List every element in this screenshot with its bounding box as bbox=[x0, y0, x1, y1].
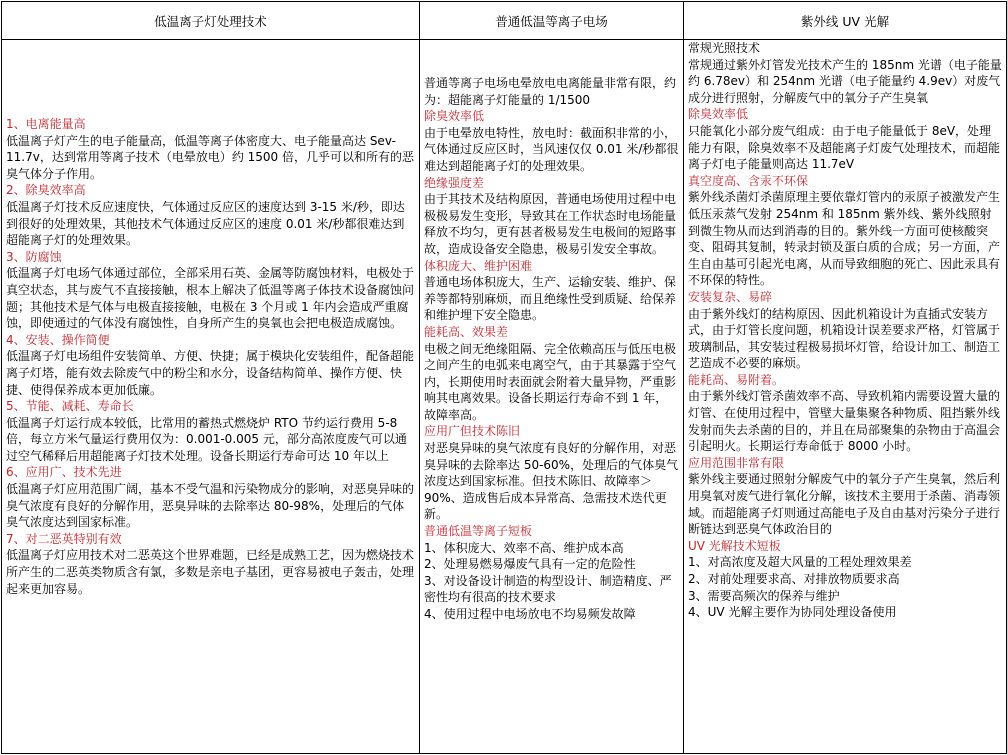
paragraph: 由于电晕放电特性，放电时：截面积非常的小，气体通过反应区时，当风速仅仅 0.01 米/秒都很难达到超能离子灯的处理效果。 bbox=[424, 125, 679, 173]
column-low-temp-ion-lamp bbox=[2, 40, 420, 754]
paragraph: 低温离子灯技术反应速度快，气体通过反应区的速度达到 3-15 米/秒，即达到很好的处理效果，其他技术气体通过反应区的速度 0.01 米/秒都很难达到超能离子灯的处理效果。 bbox=[6, 199, 405, 248]
section-heading: 应用广但技术陈旧 bbox=[424, 424, 521, 439]
column-uv-photolysis bbox=[684, 40, 1007, 754]
paragraph: 由于紫外线灯的结构原因、因此机箱设计为直插式安装方式，由于灯管长度问题，机箱设计误差要求严格，灯管属于玻璃制品，其安装过程极易损坏灯管，给设计加工、制造工艺造成不必要的麻烦。 bbox=[688, 306, 1001, 371]
column-content bbox=[688, 40, 1002, 621]
paragraph: 常规通过紫外灯管发光技术产生的 185nm 光谱（电子能量约 6.78ev）和 254nm 光谱（电子能量约 4.9ev）对废气成分进行照射，分解废气中的氧分子产生臭氧 bbox=[688, 57, 1002, 105]
section-heading: 除臭效率低 bbox=[424, 109, 485, 124]
paragraph: 普通等离子电场电晕放电电离能量非常有限，约为：超能离子灯能量的 1/1500 bbox=[424, 76, 677, 107]
section-heading: 能耗高、易附着。 bbox=[688, 372, 785, 387]
section-heading: 能耗高、效果差 bbox=[424, 324, 509, 339]
section-heading: 5、节能、减耗、寿命长 bbox=[6, 399, 134, 414]
section-heading: 6、应用广、技术先进 bbox=[6, 465, 122, 480]
paragraph: 2、处理易燃易爆废气具有一定的危险性 bbox=[424, 557, 636, 572]
column-ordinary-plasma-field bbox=[420, 40, 684, 754]
paragraph: 4、UV 光解主要作为协同处理设备使用 bbox=[688, 605, 897, 620]
paragraph: 普通电场体积庞大，生产、运输安装、维护、保养等都特别麻烦，而且绝缘性受到质疑、给保养和维护埋下安全隐患。 bbox=[424, 275, 677, 323]
column-content bbox=[6, 116, 415, 597]
content-row bbox=[2, 40, 1007, 754]
section-heading: 普通低温等离子短板 bbox=[424, 524, 533, 539]
paragraph: 3、需要高频次的保养与维护 bbox=[688, 588, 840, 603]
header-ordinary-plasma-field: 普通低温等离子电场 bbox=[420, 2, 684, 40]
header-low-temp-ion-lamp: 低温离子灯处理技术 bbox=[2, 2, 420, 40]
paragraph: 低温离子灯产生的电子能量高，低温等离子体密度大、电子能量高达 Sev-11.7v，达到常用等离子技术（电晕放电）约 1500 倍，几乎可以和所有的恶臭气体分子作用。 bbox=[6, 133, 414, 181]
paragraph: 低温离子灯应用技术对二恶英这个世界难题，已经是成熟工艺，因为燃烧技术所产生的二恶英类物质含有氯，多数是亲电子基团，更容易被电子轰击，处理起来更加容易。 bbox=[6, 548, 415, 596]
paragraph: 低温离子灯电场组件安装简单、方便、快捷；属于模块化安装组件，配备超能离子灯塔，能有效去除废气中的粉尘和水分，设备结构简单、操作方便、快捷、使得保养成本更加低廉。 bbox=[6, 349, 415, 397]
section-heading: 2、除臭效率高 bbox=[6, 183, 86, 198]
section-heading: 7、对二恶英特别有效 bbox=[6, 531, 122, 546]
section-heading: 安装复杂、易碎 bbox=[688, 289, 773, 304]
section-heading: 1、电离能量高 bbox=[6, 117, 86, 131]
paragraph: 只能氧化小部分废气组成：由于电子能量低于 8eV，处理能力有限，除臭效率不及超能离子灯废气处理技术，而超能离子灯电子能量则高达 11.7eV bbox=[688, 123, 1001, 172]
header-uv-photolysis: 紫外线 UV 光解 bbox=[684, 2, 1007, 40]
paragraph: 1、体积庞大、效率不高、维护成本高 bbox=[424, 540, 624, 555]
paragraph: 2、对前处理要求高、对排放物质要求高 bbox=[688, 572, 900, 586]
header-row bbox=[2, 2, 1007, 40]
column-content bbox=[424, 75, 679, 623]
section-heading: 体积庞大、维护困难 bbox=[424, 258, 533, 273]
paragraph: 1、对高浓度及超大风量的工程处理效果差 bbox=[688, 555, 912, 570]
paragraph: 电极之间无绝缘阻隔、完全依赖高压与低压电极之间产生的电弧来电离空气，由于其暴露于空气内，长期使用时表面就会附着大量异物，严重影响其电离效果。设备长期运行寿命不到 1 年，故障率高。 bbox=[424, 341, 677, 422]
paragraph: 紫外线杀菌灯杀菌原理主要依靠灯管内的汞原子被激发产生低压汞蒸气发射 254nm 和 185nm 紫外线、紫外线照射到微生物从而达到消毒的目的。紫外线一方面可使核酸突变、阻碍其复制，转录封锁及蛋白质的合成；另一方面，产生自由基可引起光电离，从而导致细胞的死亡、因此汞具有不环保的特性。 bbox=[688, 190, 1001, 288]
paragraph: 对恶臭异味的臭气浓度有良好的分解作用，对恶臭异味的去除率达 50-60%，处理后的气体臭气浓度达到国家标准。但技术陈旧、故障率＞90%、造成售后成本异常高、急需技术迭代更新。 bbox=[424, 441, 679, 522]
paragraph: 由于其技术及结构原因，普通电场使用过程中电极极易发生变形，导致其在工作状态时电场能量释放不均匀，更有甚者极易发生电极间的短路事故，造成设备安全隐患，极易引发安全事故。 bbox=[424, 192, 677, 256]
paragraph: 低温离子灯电场气体通过部位，全部采用石英、金属等防腐蚀材料，电极处于真空状态，其与废气不直接接触，根本上解决了低温等离子体技术设备腐蚀问题；其他技术是气体与电极直接接触，电极在 3 个月或 1 年内会造成严重腐蚀，即使通过的气体没有腐蚀性，自身所产生的臭氧也会把电极造成腐蚀。 bbox=[6, 266, 415, 331]
section-heading: 真空度高、含汞不环保 bbox=[688, 173, 809, 188]
section-heading: 4、安装、操作简便 bbox=[6, 332, 110, 347]
paragraph: 低温离子灯运行成本较低，比常用的蓄热式燃烧炉 RTO 节约运行费用 5-8 倍，每立方米气量运行费用仅为：0.001-0.005 元，部分高浓度废气可以通过空气稀释后用超能离子灯技术处理。设备长期运行寿命可达 10 年以上 bbox=[6, 415, 407, 463]
section-heading: 除臭效率低 bbox=[688, 107, 749, 122]
paragraph: 4、使用过程中电场放电不均易频发故障 bbox=[424, 607, 636, 621]
comparison-table bbox=[1, 1, 1007, 754]
paragraph: 由于紫外线灯管杀菌效率不高、导致机箱内需要设置大量的灯管、在使用过程中，管壁大量集聚各种物质、阻挡紫外线发射而失去杀菌的目的，并且在局部聚集的杂物由于高温会引起明火。长期运行寿命低于 8000 小时。 bbox=[688, 389, 1001, 454]
section-heading: UV 光解技术短板 bbox=[688, 538, 781, 553]
paragraph: 3、对设备设计制造的构型设计、制造精度、严密性均有很高的技术要求 bbox=[424, 573, 672, 605]
paragraph: 紫外线主要通过照射分解废气中的氧分子产生臭氧，然后利用臭氧对废气进行氧化分解，该技术主要用于杀菌、消毒领域。而超能离子灯则通过高能电子及自由基对污染分子进行断链达到恶臭气体政治目的 bbox=[688, 472, 1001, 537]
section-heading: 3、防腐蚀 bbox=[6, 249, 62, 264]
paragraph: 常规光照技术 bbox=[688, 41, 761, 55]
section-heading: 应用范围非常有限 bbox=[688, 455, 785, 470]
section-heading: 绝缘强度差 bbox=[424, 175, 485, 190]
paragraph: 低温离子灯应用范围广阔，基本不受气温和污染物成分的影响，对恶臭异味的臭气浓度有良好的分解作用，恶臭异味的去除率达 80-98%，处理后的气体臭气浓度达到国家标准。 bbox=[6, 482, 415, 530]
